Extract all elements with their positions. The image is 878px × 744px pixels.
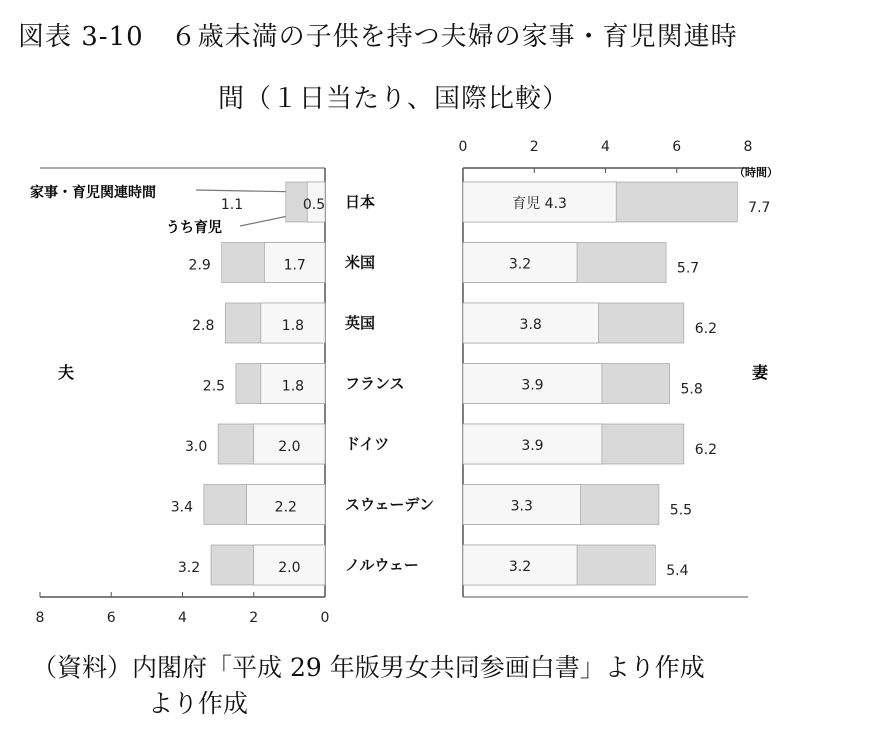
chart-title-line1: 図表 3-10 ６歳未満の子供を持つ夫婦の家事・育児関連時 [18, 22, 738, 52]
bar-group [36, 139, 771, 626]
right-x-tick-label: 0 [458, 139, 468, 155]
husband-total-value: 2.5 [202, 378, 226, 395]
husband-total-value: 1.1 [220, 197, 244, 213]
category-label: ドイツ [345, 435, 390, 453]
wife-total-value: 5.5 [669, 502, 693, 519]
husband-total-value: 3.4 [170, 499, 194, 516]
left-x-tick-label: 0 [320, 610, 330, 626]
source-note-continued: より作成 [148, 689, 249, 718]
category-label: ノルウェー [345, 556, 419, 574]
husband-total-value: 3.2 [177, 560, 201, 576]
wife-total-value: 5.7 [676, 260, 700, 277]
husband-childcare-value: 2.0 [278, 439, 301, 455]
annotation-total-time: 家事・育児関連時間 [30, 185, 156, 201]
left-x-tick-label: 8 [35, 610, 45, 626]
wife-total-value: 5.8 [680, 381, 703, 398]
husband-total-value: 2.9 [188, 257, 211, 274]
wife-total-value: 6.2 [694, 321, 718, 337]
husband-childcare-value: 1.8 [281, 318, 305, 334]
left-x-tick-label: 6 [106, 610, 116, 626]
right-x-tick-label: 6 [672, 139, 682, 155]
wife-childcare-value: 3.9 [521, 377, 544, 394]
husband-childcare-value: 0.5 [302, 197, 326, 213]
right-unit-label: （時間） [734, 166, 778, 179]
husband-total-value: 2.8 [192, 318, 215, 334]
category-label: フランス [345, 374, 405, 393]
chart-title-line2: 間（１日当たり、国際比較） [218, 84, 570, 114]
right-x-tick-label: 4 [601, 139, 610, 155]
wife-childcare-value: 3.2 [508, 256, 532, 273]
wife-label: 妻 [752, 363, 769, 382]
wife-childcare-value: 3.2 [508, 559, 532, 575]
wife-childcare-value: 3.3 [510, 498, 533, 515]
category-label: 日本 [345, 193, 376, 211]
right-x-tick-label: 8 [743, 139, 753, 155]
husband-childcare-value: 1.8 [281, 378, 305, 395]
wife-childcare-value: 育児 4.3 [512, 196, 567, 212]
husband-label: 夫 [58, 363, 75, 382]
wife-total-value: 5.4 [666, 563, 689, 579]
wife-childcare-value: 3.9 [521, 438, 544, 454]
wife-total-value: 6.2 [694, 442, 718, 458]
left-x-tick-label: 4 [178, 610, 187, 626]
husband-childcare-value: 2.0 [278, 560, 301, 576]
category-label: 英国 [345, 314, 376, 332]
husband-childcare-value: 2.2 [274, 499, 297, 516]
wife-total-value: 7.7 [748, 200, 771, 216]
husband-total-value: 3.0 [184, 439, 208, 455]
left-x-tick-label: 2 [249, 610, 259, 626]
source-note: （資料）内閣府「平成 29 年版男女共同参画白書」より作成 [32, 653, 705, 682]
annotation-childcare: うち育児 [166, 220, 222, 236]
category-label: スウェーデン [345, 495, 435, 514]
husband-childcare-value: 1.7 [283, 257, 306, 274]
wife-childcare-value: 3.8 [519, 317, 542, 333]
right-x-tick-label: 2 [529, 139, 539, 155]
category-label: 米国 [345, 253, 376, 272]
